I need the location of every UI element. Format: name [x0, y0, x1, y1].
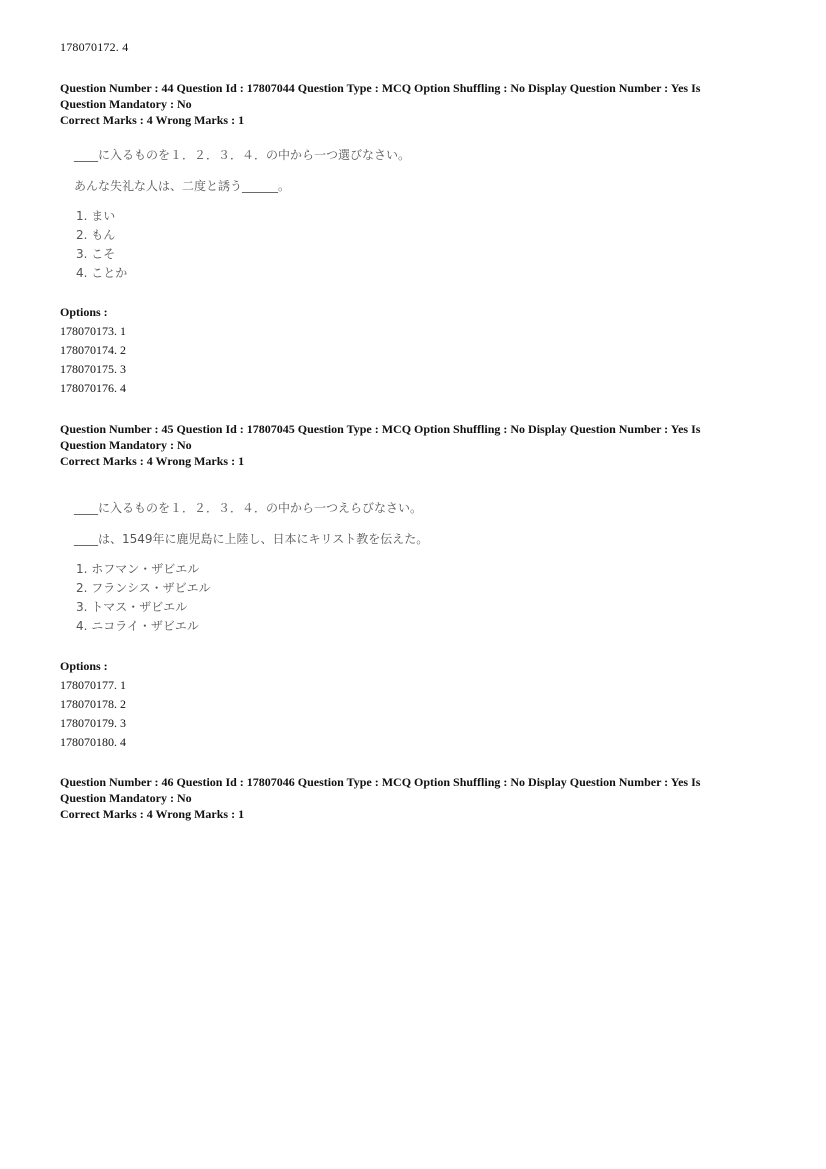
- choice-list: [76, 560, 211, 636]
- question-header-line1: Question Number : 44 Question Id : 17807044 Question Type : MCQ Option Shuffling : No Display Question Number : Yes Is: [60, 81, 701, 95]
- choice-item: 4. ことか: [76, 266, 128, 280]
- question-header-line1: Question Number : 46 Question Id : 17807046 Question Type : MCQ Option Shuffling : No Display Question Number : Yes Is: [60, 775, 701, 789]
- option-line: 178070177. 1: [60, 678, 126, 692]
- previous-option-line: 178070172. 4: [60, 40, 129, 54]
- option-line: 178070178. 2: [60, 697, 126, 711]
- option-line: 178070176. 4: [60, 381, 126, 395]
- choice-item: 2. もん: [76, 228, 116, 242]
- option-line: 178070173. 1: [60, 324, 126, 338]
- choice-item: 3. こそ: [76, 247, 116, 261]
- question-header-line1: Question Number : 45 Question Id : 17807045 Question Type : MCQ Option Shuffling : No Display Question Number : Yes Is: [60, 422, 701, 436]
- options-label: Options :: [60, 659, 108, 673]
- question-marks: Correct Marks : 4 Wrong Marks : 1: [60, 454, 245, 468]
- choice-item: 1. ホフマン・ザビエル: [76, 562, 200, 576]
- question-prompt: ____は、1549年に鹿児島に上陸し、日本にキリスト教を伝えた。: [74, 532, 429, 546]
- options-list: [60, 322, 126, 398]
- question-instruction: ____に入るものを１．２．３．４．の中から一つ選びなさい。: [74, 148, 411, 162]
- choice-item: 3. トマス・ザビエル: [76, 600, 188, 614]
- question-prompt: あんな失礼な人は、二度と誘う______。: [74, 179, 291, 193]
- options-list: [60, 676, 126, 752]
- option-line: 178070179. 3: [60, 716, 126, 730]
- question-marks: Correct Marks : 4 Wrong Marks : 1: [60, 807, 245, 821]
- question-header-line2: Question Mandatory : No: [60, 438, 192, 452]
- question-marks: Correct Marks : 4 Wrong Marks : 1: [60, 113, 245, 127]
- question-header-line2: Question Mandatory : No: [60, 97, 192, 111]
- choice-item: 4. ニコライ・ザビエル: [76, 619, 199, 633]
- question-header-line2: Question Mandatory : No: [60, 791, 192, 805]
- option-line: 178070174. 2: [60, 343, 126, 357]
- option-line: 178070180. 4: [60, 735, 126, 749]
- choice-item: 1. まい: [76, 209, 116, 223]
- question-instruction: ____に入るものを１．２．３．４．の中から一つえらびなさい。: [74, 501, 423, 515]
- option-line: 178070175. 3: [60, 362, 126, 376]
- options-label: Options :: [60, 305, 108, 319]
- choice-list: [76, 207, 127, 283]
- choice-item: 2. フランシス・ザビエル: [76, 581, 211, 595]
